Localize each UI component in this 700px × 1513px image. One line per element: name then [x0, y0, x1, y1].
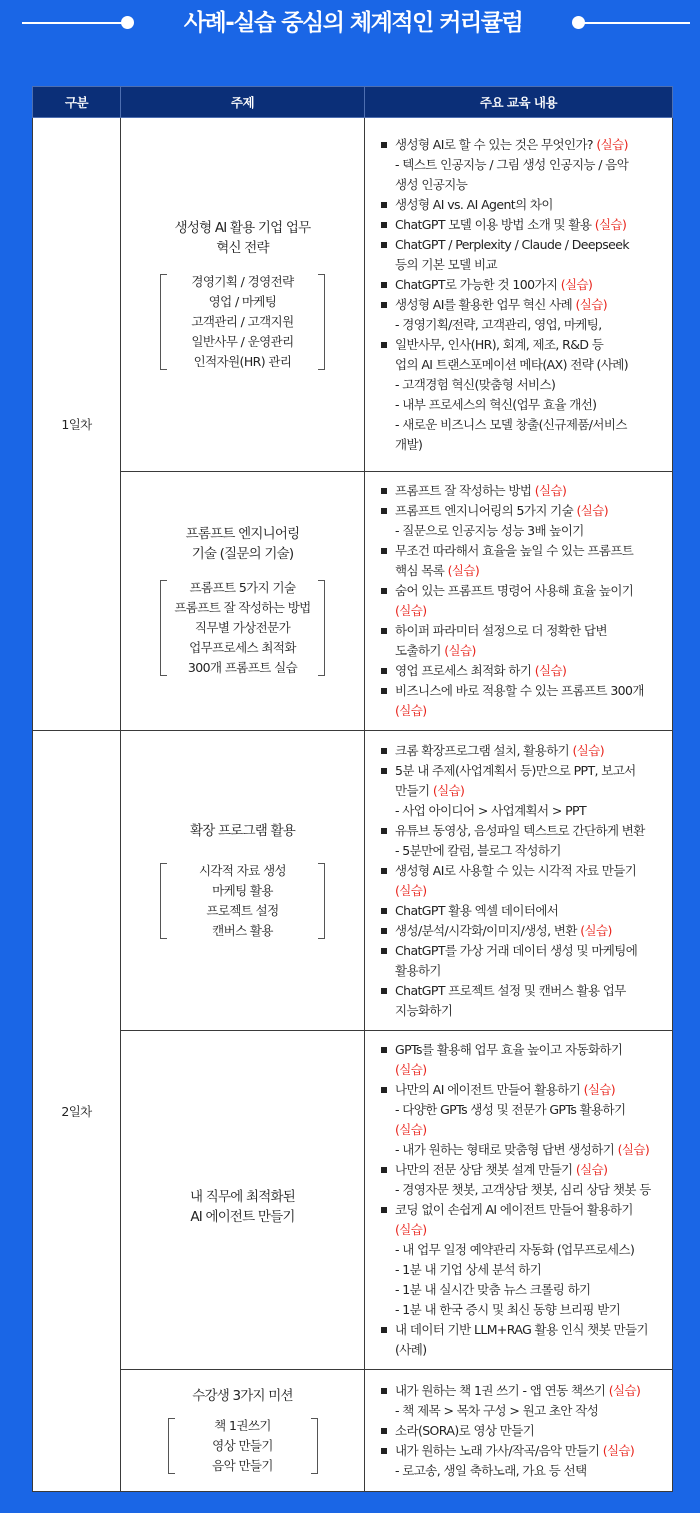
content-cell	[365, 118, 673, 472]
tag: 책 1권쓰기	[214, 1417, 271, 1433]
list-item: 영업 프로세스 최적화 하기 (실습)	[381, 661, 658, 681]
header-banner	[0, 0, 700, 86]
list-item: 내 데이터 기반 LLM+RAG 활용 인식 챗봇 만들기	[381, 1320, 658, 1340]
tag: 직무별 가상전문가	[194, 620, 291, 635]
table-header-row	[33, 87, 673, 118]
list-item: ChatGPT 모델 이용 방법 소개 및 활용 (실습)	[381, 215, 658, 235]
sub-item: - 경영기획/전략, 고객관리, 영업, 마케팅,	[395, 316, 602, 332]
tag: 프로젝트 설정	[206, 902, 279, 918]
list-item: 내가 원하는 노래 가사/작곡/음악 만들기 (실습)	[381, 1441, 658, 1461]
list-item: 크롬 확장프로그램 설치, 활용하기 (실습)	[381, 741, 658, 761]
tag: 일반사무 / 운영관리	[191, 333, 294, 349]
content-cell	[365, 472, 673, 731]
tag: 경영기획 / 경영전략	[191, 273, 294, 289]
list-item: 일반사무, 인사(HR), 회계, 제조, R&D 등	[381, 335, 658, 355]
list-item: 5분 내 주제(사업계획서 등)만으로 PPT, 보고서	[381, 761, 658, 781]
sub-item: - 책 제목 > 목차 구성 > 원고 초안 작성	[395, 1402, 599, 1418]
list-item: ChatGPT / Perplexity / Claude / Deepseek	[381, 235, 658, 255]
decor-line-right	[578, 22, 690, 24]
content-cell	[365, 1370, 673, 1492]
tag: 영업 / 마케팅	[208, 293, 277, 309]
sub-item: 생성 인공지능	[395, 176, 468, 192]
topic-tags	[160, 861, 325, 941]
topic-tags	[160, 578, 325, 678]
list-item: 나만의 AI 에이전트 만들어 활용하기 (실습)	[381, 1080, 658, 1100]
day-cell: 1일차	[33, 118, 121, 731]
list-item: 프롬프트 잘 작성하는 방법 (실습)	[381, 481, 658, 501]
table-row	[33, 1031, 673, 1370]
sub-item: 등의 기본 모델 비교	[395, 256, 497, 272]
tag: 캔버스 활용	[212, 922, 273, 938]
sub-item: - 새로운 비즈니스 모델 창출(신규제품/서비스	[395, 416, 627, 432]
tag: 프롬프트 5가지 기술	[189, 580, 296, 595]
topic-tags	[160, 272, 325, 372]
sub-item: 활용하기	[395, 962, 441, 978]
sub-item: 핵심 목록 (실습)	[395, 563, 480, 578]
topic-title: 내 직무에 최적화된 AI 에이전트 만들기	[190, 1189, 295, 1225]
list-item: 프롬프트 엔지니어링의 5가지 기술 (실습)	[381, 501, 658, 521]
page-title: 사례-실습 중심의 체계적인 커리큘럼	[183, 10, 523, 36]
list-item: GPTs를 활용해 업무 효율 높이고 자동화하기	[381, 1040, 658, 1060]
sub-item: - 사업 아이디어 > 사업계획서 > PPT	[395, 802, 587, 818]
practice-tag: (실습)	[395, 703, 427, 718]
list-item: 무조건 따라해서 효율을 높일 수 있는 프롬프트	[381, 541, 658, 561]
practice-tag: (실습)	[395, 1222, 427, 1237]
decor-line-left	[22, 22, 130, 24]
tag: 음악 만들기	[212, 1457, 273, 1473]
sub-item: 개발)	[395, 436, 423, 452]
sub-item: - 질문으로 인공지능 성능 3배 높이기	[395, 523, 584, 538]
topic-cell	[121, 731, 365, 1031]
table-row	[33, 118, 673, 472]
sub-item: - 내부 프로세스의 혁신(업무 효율 개선)	[395, 396, 597, 412]
sub-item: 업의 AI 트랜스포메이션 메타(AX) 전략 (사례)	[395, 356, 629, 372]
sub-item: - 1분 내 기업 상세 분석 하기	[395, 1262, 542, 1277]
sub-item: - 다양한 GPTs 생성 및 전문가 GPTs 활용하기	[395, 1102, 626, 1117]
day-cell: 2일차	[33, 731, 121, 1492]
list-item: 내가 원하는 책 1권 쓰기 - 앱 연동 책쓰기 (실습)	[381, 1381, 658, 1401]
list-item: 소라(SORA)로 영상 만들기	[381, 1421, 658, 1441]
sub-item: (사례)	[395, 1342, 427, 1357]
practice-tag: (실습)	[395, 882, 427, 898]
table-row	[33, 1370, 673, 1492]
list-item: 생성형 AI로 할 수 있는 것은 무엇인가? (실습)	[381, 135, 658, 155]
sub-item: 만들기 (실습)	[395, 782, 465, 798]
sub-item: - 내 업무 일정 예약관리 자동화 (업무프로세스)	[395, 1242, 635, 1257]
table-row	[33, 731, 673, 1031]
column-header-division: 구분	[33, 87, 121, 118]
list-item: 코딩 없이 손쉽게 AI 에이전트 만들어 활용하기	[381, 1200, 658, 1220]
list-item: 생성형 AI vs. AI Agent의 차이	[381, 195, 658, 215]
topic-cell	[121, 472, 365, 731]
list-item: 생성/분석/시각화/이미지/생성, 변환 (실습)	[381, 921, 658, 941]
column-header-topic: 주제	[121, 87, 365, 118]
topic-title: 프롬프트 엔지니어링 기술 (질문의 기술)	[185, 526, 300, 562]
sub-item: 지능화하기	[395, 1002, 453, 1018]
list-item: 생성형 AI로 사용할 수 있는 시각적 자료 만들기	[381, 861, 658, 881]
column-header-content: 주요 교육 내용	[365, 87, 673, 118]
topic-title: 확장 프로그램 활용	[190, 822, 295, 839]
topic-title: 생성형 AI 활용 기업 업무 혁신 전략	[174, 219, 311, 256]
sub-item: - 1분 내 한국 증시 및 최신 동향 브리핑 받기	[395, 1302, 621, 1317]
list-item: 하이퍼 파라미터 설정으로 더 정확한 답변	[381, 621, 658, 641]
topic-cell	[121, 1031, 365, 1370]
list-item: ChatGPT를 가상 거래 데이터 생성 및 마케팅에	[381, 941, 658, 961]
list-item: 나만의 전문 상담 챗봇 설계 만들기 (실습)	[381, 1160, 658, 1180]
list-item: 숨어 있는 프롬프트 명령어 사용해 효율 높이기	[381, 581, 658, 601]
tag: 300개 프롬프트 실습	[187, 660, 298, 675]
tag: 업무프로세스 최적화	[189, 640, 296, 655]
practice-tag: (실습)	[395, 1062, 427, 1077]
tag: 마케팅 활용	[212, 882, 273, 898]
curriculum-table	[32, 86, 673, 1492]
list-item: 유튜브 동영상, 음성파일 텍스트로 간단하게 변환	[381, 821, 658, 841]
content-cell	[365, 731, 673, 1031]
content-cell	[365, 1031, 673, 1370]
sub-item: - 5분만에 칼럼, 블로그 작성하기	[395, 842, 561, 858]
list-item: ChatGPT 프로젝트 설정 및 캔버스 활용 업무	[381, 981, 658, 1001]
list-item: ChatGPT로 가능한 것 100가지 (실습)	[381, 275, 658, 295]
sub-item: - 텍스트 인공지능 / 그림 생성 인공지능 / 음악	[395, 156, 629, 172]
list-item: ChatGPT 활용 엑셀 데이터에서	[381, 901, 658, 921]
list-item: 비즈니스에 바로 적용할 수 있는 프롬프트 300개	[381, 681, 658, 701]
tag: 프롬프트 잘 작성하는 방법	[174, 600, 311, 615]
practice-tag: (실습)	[395, 1122, 427, 1137]
sub-item: - 경영자문 챗봇, 고객상담 챗봇, 심리 상담 챗봇 등	[395, 1182, 651, 1197]
sub-item: - 1분 내 실시간 맞춤 뉴스 크롤링 하기	[395, 1282, 591, 1297]
topic-cell	[121, 1370, 365, 1492]
table-row	[33, 472, 673, 731]
topic-title: 수강생 3가지 미션	[192, 1387, 293, 1404]
practice-tag: (실습)	[395, 603, 427, 618]
tag: 고객관리 / 고객지원	[191, 313, 294, 329]
topic-cell	[121, 118, 365, 472]
sub-item: - 로고송, 생일 축하노래, 가요 등 선택	[395, 1462, 587, 1478]
tag: 인적자원(HR) 관리	[193, 353, 292, 369]
decor-dot-left	[121, 16, 134, 29]
sub-item: - 고객경험 혁신(맞춤형 서비스)	[395, 376, 556, 392]
sub-item: - 내가 원하는 형태로 맞춤형 답변 생성하기 (실습)	[395, 1142, 650, 1157]
tag: 시각적 자료 생성	[198, 862, 287, 878]
sub-item: 도출하기 (실습)	[395, 643, 476, 658]
list-item: 생성형 AI를 활용한 업무 혁신 사례 (실습)	[381, 295, 658, 315]
tag: 영상 만들기	[212, 1437, 273, 1453]
topic-tags	[168, 1416, 318, 1476]
